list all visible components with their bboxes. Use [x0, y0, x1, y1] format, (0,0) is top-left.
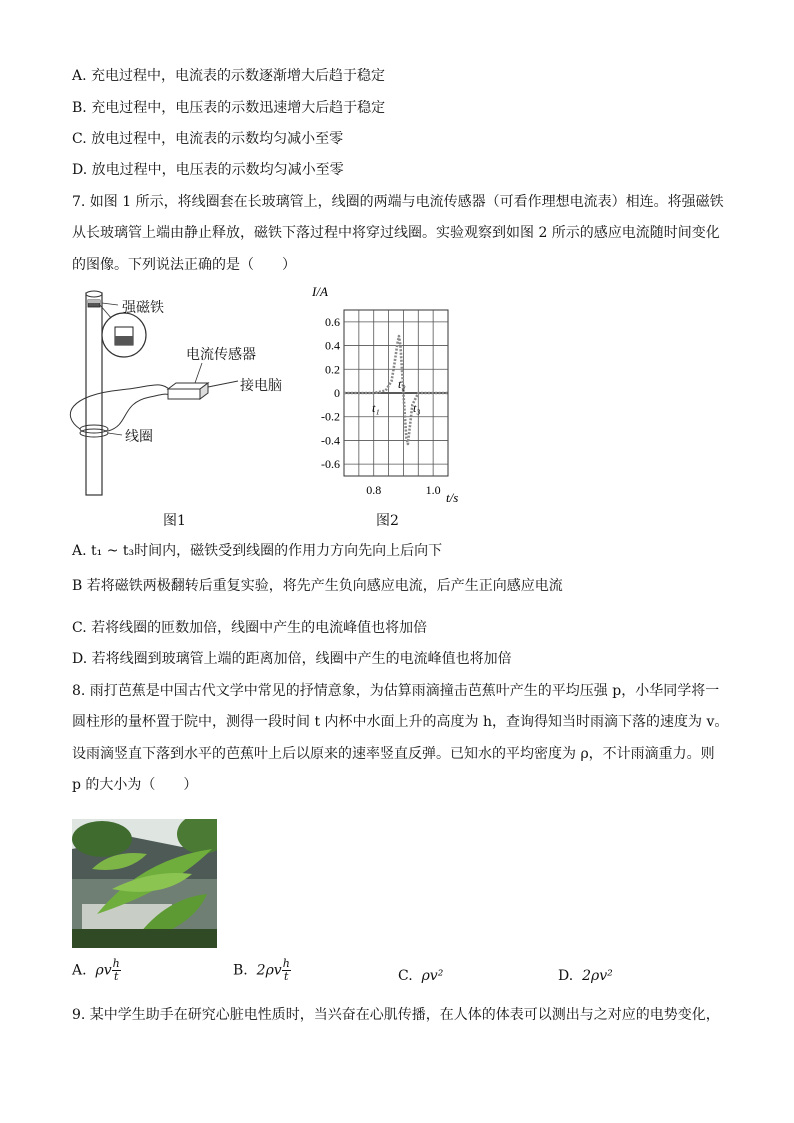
option-q6-b: B. 充电过程中，电压表的示数迅速增大后趋于稳定 — [72, 100, 386, 116]
option-q7-d: D. 若将线圈到玻璃管上端的距离加倍，线圈中产生的电流峰值也将加倍 — [72, 651, 512, 667]
chart-annotation-t1: t₁ — [372, 401, 380, 415]
figure-2-caption: 图2 — [376, 513, 399, 529]
option-q8-d — [558, 966, 613, 986]
option-q7-a: A. t₁ ~ t₃时间内，磁铁受到线圈的作用力方向先向上后向下 — [72, 543, 443, 559]
option-q7-c: C. 若将线圈的匝数加倍，线圈中产生的电流峰值也将加倍 — [72, 620, 428, 636]
chart-annotation-t3: t₃ — [413, 401, 421, 415]
chart-y-tick-label: -0.4 — [321, 433, 340, 448]
q7-stem-line-1: 7. 如图 1 所示，将线圈套在长玻璃管上，线圈的两端与电流传感器（可看作理想电流表）相连。将强磁铁 — [72, 194, 724, 210]
chart-y-tick-label: 0.4 — [325, 338, 340, 353]
chart-x-axis-label: t/s — [446, 490, 459, 505]
option-q8-a-label: A. — [72, 962, 87, 979]
chart-curve — [344, 336, 448, 444]
chart-x-tick-label: 1.0 — [425, 483, 441, 497]
option-q8-d-label: D. — [558, 968, 574, 984]
chart-ticks — [321, 315, 441, 497]
option-q6-d: D. 放电过程中，电压表的示数均匀减小至零 — [72, 162, 344, 178]
chart-y-axis-label: I/A — [312, 284, 328, 299]
option-q7-b: B 若将磁铁两极翻转后重复实验，将先产生负向感应电流，后产生正向感应电流 — [72, 578, 563, 594]
chart-series-line — [344, 336, 448, 444]
chart-y-tick-label: 0.6 — [325, 314, 340, 329]
q8-stem-line-2: 圆柱形的量杯置于院中，测得一段时间 t 内杯中水面上升的高度为 h，查询得知当时雨滴下落的速度为 v。 — [72, 714, 729, 730]
option-q8-a-expr: ρv — [95, 962, 112, 979]
option-q8-c-label: C. — [398, 968, 413, 984]
option-q8-a — [72, 958, 121, 983]
option-q8-a-denominator: t — [113, 970, 119, 983]
option-q6-c: C. 放电过程中，电流表的示数均匀减小至零 — [72, 131, 344, 147]
q7-stem-line-2: 从长玻璃管上端由静止释放，磁铁下落过程中将穿过线圈。实验观察到如图 2 所示的感应电流随时间变化 — [72, 225, 720, 241]
chart-x-tick-label: 0.8 — [366, 483, 382, 497]
figure-1-caption: 图1 — [163, 513, 186, 529]
option-q8-b-label: B. — [233, 962, 248, 979]
chart-y-tick-label: -0.6 — [321, 457, 340, 472]
option-q6-a: A. 充电过程中，电流表的示数逐渐增大后趋于稳定 — [72, 68, 386, 84]
chart-y-tick-label: 0 — [334, 386, 340, 400]
option-q8-a-numerator: h — [112, 957, 120, 970]
figure-1-apparatus — [60, 285, 300, 510]
label-current-sensor: 电流传感器 — [186, 347, 256, 363]
chart-annotation-t2: t₂ — [398, 377, 406, 391]
option-q8-b-expr: 2ρv — [256, 962, 282, 979]
option-q8-c — [398, 966, 443, 986]
banana-leaf-photo — [72, 819, 217, 948]
option-q8-b-denominator: t — [284, 970, 289, 983]
label-coil: 线圈 — [125, 429, 153, 445]
q8-stem-line-1: 8. 雨打芭蕉是中国古代文学中常见的抒情意象，为估算雨滴撞击芭蕉叶产生的平均压强 p，小华同学将一 — [72, 683, 720, 699]
q8-stem-line-3: 设雨滴竖直下落到水平的芭蕉叶上后以原来的速率竖直反弹。已知水的平均密度为 ρ，不计雨滴重力。则 — [72, 746, 715, 762]
label-computer: 接电脑 — [240, 378, 282, 394]
chart-y-tick-label: 0.2 — [325, 362, 340, 377]
label-magnet: 强磁铁 — [122, 300, 164, 316]
q7-stem-line-3: 的图像。下列说法正确的是（ ） — [72, 257, 296, 273]
chart-y-tick-label: -0.2 — [321, 409, 340, 424]
option-q8-d-expr: 2ρv² — [582, 968, 613, 984]
q9-stem: 9. 某中学生助手在研究心脏电性质时，当兴奋在心肌传播，在人体的体表可以测出与之对应的电势变化， — [72, 1007, 720, 1023]
option-q8-b-numerator: h — [282, 957, 290, 970]
q8-stem-line-4: p 的大小为（ ） — [72, 777, 198, 793]
option-q8-b — [233, 958, 291, 983]
figure-2-current-time-chart — [300, 280, 460, 508]
option-q8-c-expr: ρv² — [421, 968, 444, 984]
